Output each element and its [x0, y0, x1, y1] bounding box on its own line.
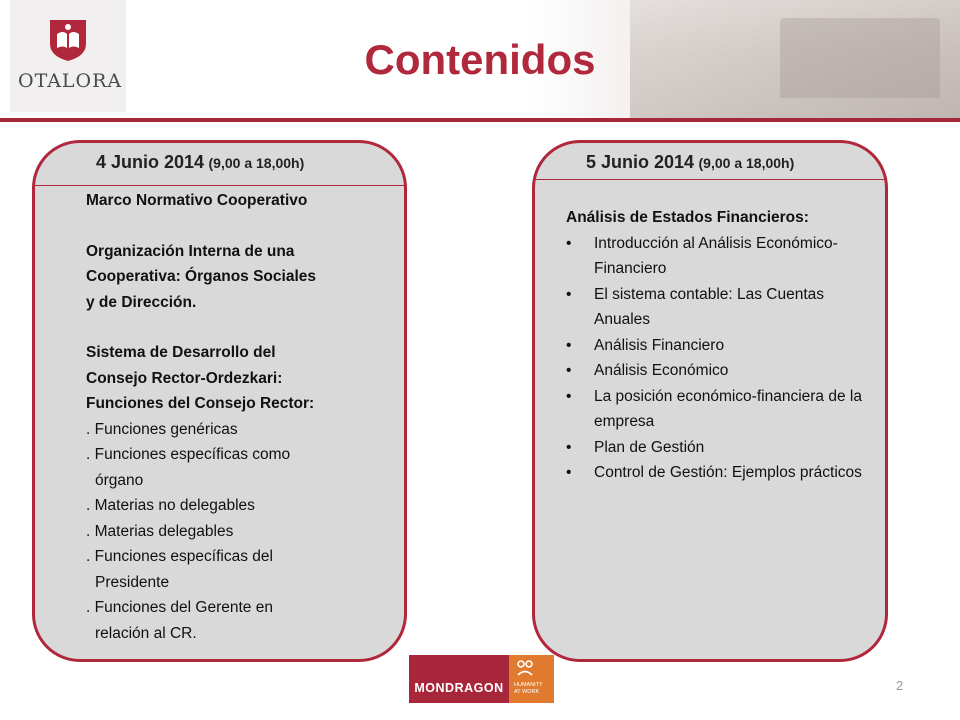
left-card-line: . Materias delegables [86, 522, 234, 540]
left-card-line: . Funciones del Gerente en [86, 599, 273, 616]
left-card-line: Cooperativa: Órganos Sociales [86, 268, 316, 285]
left-card-line: Consejo Rector-Ordezkari: [86, 369, 283, 387]
right-card-bullet: • Plan de Gestión [566, 435, 866, 461]
left-card-line: y de Dirección. [86, 293, 197, 311]
logo-text: OTALORA [18, 70, 123, 92]
right-card-bullet: • Análisis Económico [566, 358, 866, 384]
left-card-time: (9,00 a 18,00h) [208, 155, 305, 171]
left-card-line: Sistema de Desarrollo del [86, 344, 276, 361]
right-card-divider [533, 179, 887, 180]
right-card-bullet: • La posición económico-financiera de la empresa [566, 384, 866, 435]
left-card-header [96, 152, 304, 173]
right-card-heading: Análisis de Estados Financieros: [566, 209, 809, 226]
right-card-bullet: • Control de Gestión: Ejemplos prácticos [566, 460, 866, 486]
spacer [86, 214, 386, 239]
mondragon-tagline-2: AT WORK [514, 688, 540, 695]
mondragon-tag-block [509, 655, 554, 703]
page-number: 2 [896, 678, 904, 693]
left-card-line: Organización Interna de una [86, 242, 295, 260]
spacer [86, 315, 386, 340]
left-card-line: Funciones del Consejo Rector: [86, 395, 315, 412]
right-card-bullet: • El sistema contable: Las Cuentas Anuales [566, 282, 866, 333]
left-card-line: . Funciones específicas del [86, 548, 273, 565]
left-card-line: . Funciones genéricas [86, 420, 238, 438]
mondragon-tagline-1: HUMANITY [514, 682, 543, 688]
left-card-line: Presidente [95, 573, 170, 591]
left-card-line: relación al CR. [95, 624, 197, 642]
left-card-body [86, 188, 386, 646]
right-card-date: 5 Junio 2014 [586, 152, 695, 172]
left-card-line: órgano [95, 471, 144, 489]
page-title: Contenidos [364, 36, 596, 83]
left-card-divider [33, 185, 406, 186]
right-card-time: (9,00 a 18,00h) [698, 155, 795, 171]
left-card-line: . Funciones específicas como [86, 446, 291, 463]
right-card-body [566, 205, 866, 486]
header-rule [0, 118, 960, 122]
people-icon [515, 659, 535, 677]
right-card-bullet-list [566, 231, 866, 486]
right-card-bullet: • Introducción al Análisis Económico-Financiero [566, 231, 866, 282]
right-card-header [586, 152, 794, 173]
left-card-date: 4 Junio 2014 [96, 152, 205, 172]
mondragon-tagline [514, 682, 543, 695]
left-card-line: . Materias no delegables [86, 497, 255, 514]
mondragon-label: MONDRAGON [409, 655, 509, 703]
mondragon-logo [409, 655, 554, 703]
left-card-line: Marco Normativo Cooperativo [86, 192, 308, 209]
right-card-bullet: • Análisis Financiero [566, 333, 866, 359]
